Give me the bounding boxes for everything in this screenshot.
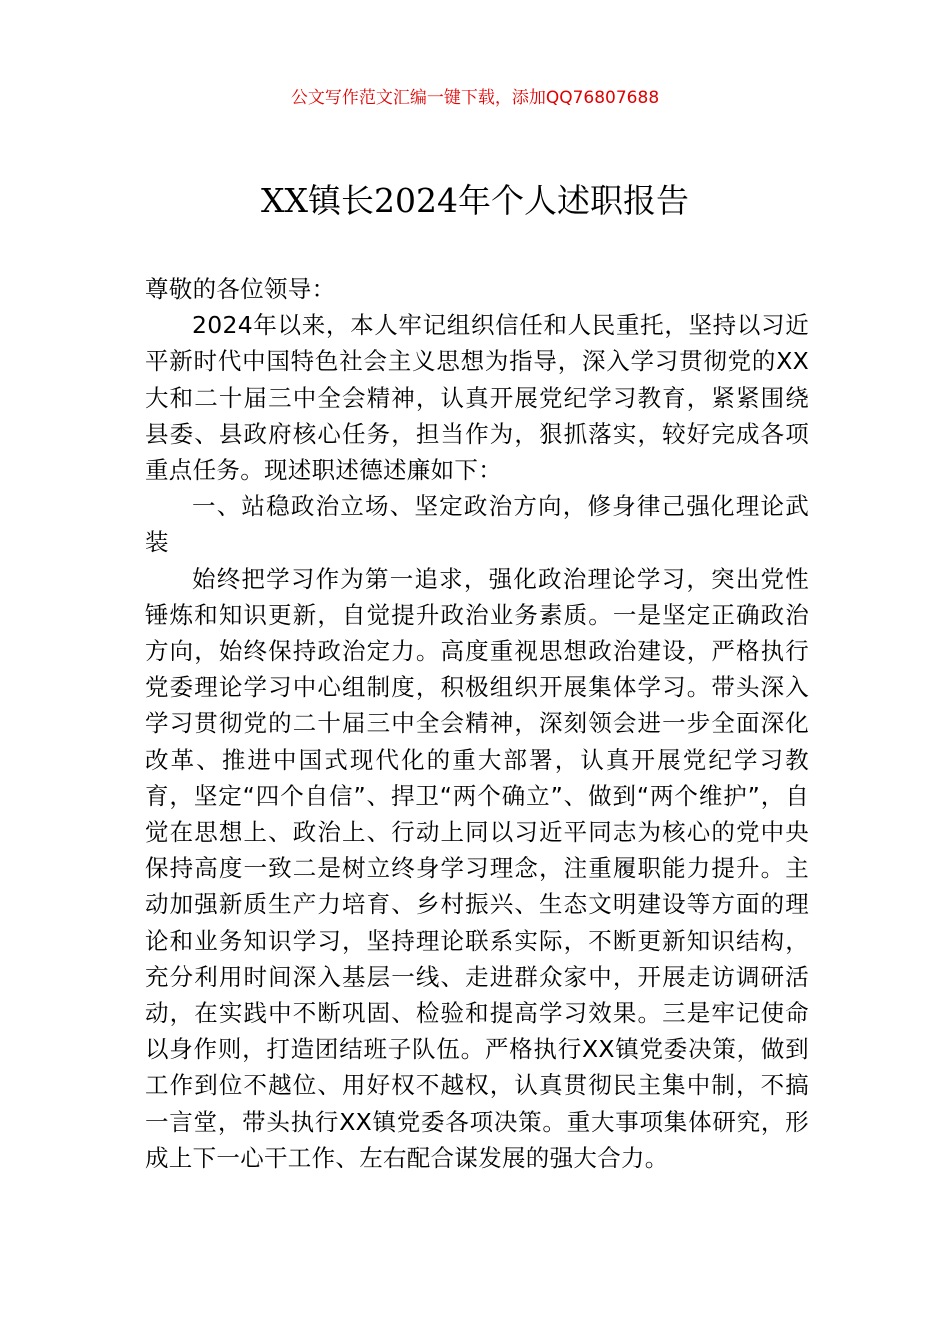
download-promo-note: 公文写作范文汇编一键下载，添加QQ76807688 [290,88,660,108]
document-title: XX镇长2024年个人述职报告 [261,181,689,220]
intro-paragraph: 2024年以来，本人牢记组织信任和人民重托，坚持以习近平新时代中国特色社会主义思想为指导，深入学习贯彻党的XX大和二十届三中全会精神，认真开展党纪学习教育，紧紧围绕县委、县政府核心任务，担当作为，狠抓落实，较好完成各项重点任务。现述职述德述廉如下： [145,311,809,485]
salutation: 尊敬的各位领导： [145,275,336,303]
document-body [145,271,809,1176]
section-heading: 一、站稳政治立场、坚定政治方向，修身律己强化理论武装 [145,492,809,557]
section-paragraph: 始终把学习作为第一追求，强化政治理论学习，突出党性锤炼和知识更新，自觉提升政治业务素质。一是坚定正确政治方向，始终保持政治定力。高度重视思想政治建设，严格执行党委理论学习中心组制度，积极组织开展集体学习。带头深入学习贯彻党的二十届三中全会精神，深刻领会进一步全面深化改革、推进中国式现代化的重大部署，认真开展党纪学习教育，坚定“四个自信”、捍卫“两个确立”、做到“两个维护”，自觉在思想上、政治上、行动上同以习近平同志为核心的党中央保持高度一致二是树立终身学习理念，注重履职能力提升。主动加强新质生产力培育、乡村振兴、生态文明建设等方面的理论和业务知识学习，坚持理论联系实际，不断更新知识结构，充分利用时间深入基层一线、走进群众家中，开展走访调研活动，在实践中不断巩固、检验和提高学习效果。三是牢记使命以身作则，打造团结班子队伍。严格执行XX镇党委决策，做到工作到位不越位、用好权不越权，认真贯彻民主集中制，不搞一言堂，带头执行XX镇党委各项决策。重大事项集体研究，形成上下一心干工作、左右配合谋发展的强大合力。 [145,564,809,1172]
